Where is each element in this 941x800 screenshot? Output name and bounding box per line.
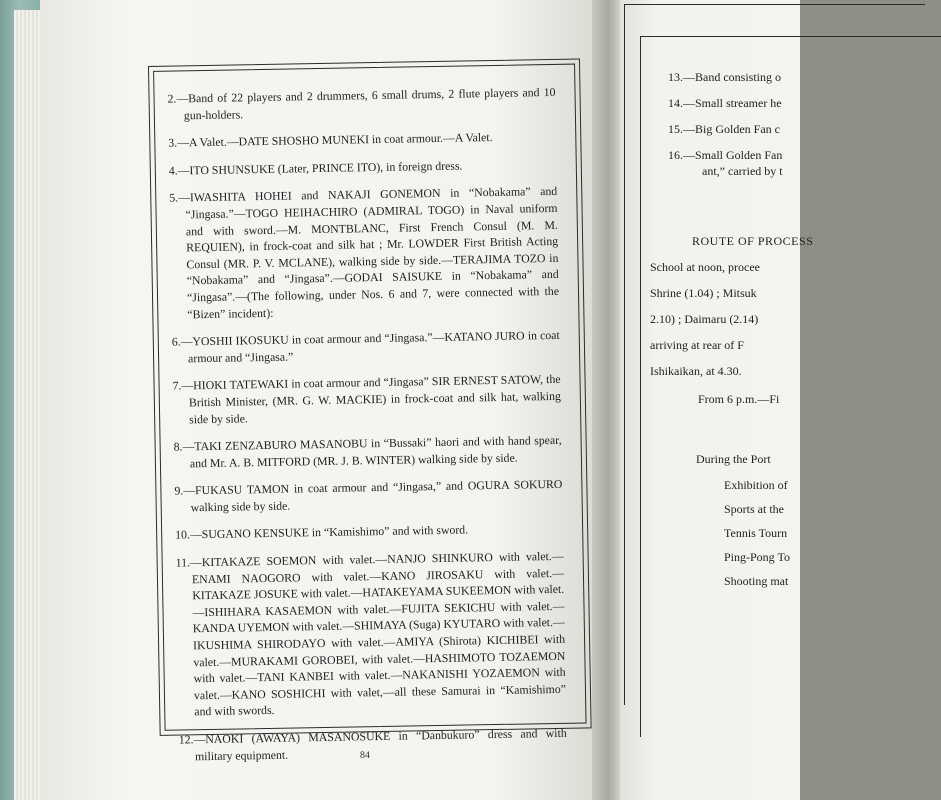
list-item: 4.—ITO SHUNSUKE (Later, PRINCE ITO), in foreign dress. (168, 158, 463, 178)
right-line: School at noon, procee (650, 260, 760, 274)
list-item: 3.—A Valet.—DATE SHOSHO MUNEKI in coat armour.—A Valet. (168, 130, 493, 150)
list-item: 12.—NAOKI (AWAYA) MASANOSUKE in “Danbukuro” dress and with military equipment. (178, 725, 567, 763)
route-heading: ROUTE OF PROCESS (692, 234, 814, 248)
list-item: 6.—YOSHII IKOSUKU in coat armour and “Jingasa.”—KATANO JURO in coat armour and “Jingasa.” (171, 327, 560, 366)
list-item: 7.—HIOKI TATEWAKI in coat armour and “Jingasa” SIR ERNEST SATOW, the British Minister, (MR. G. W. MACKIE) in frock-coat and silk hat, walking side by side. (172, 372, 561, 426)
list-item: 10.—SUGANO KENSUKE in “Kamishimo” and with sword. (175, 522, 469, 543)
right-line: 2.10) ; Daimaru (2.14) (650, 312, 759, 326)
list-item: 9.—FUKASU TAMON in coat armour and “Jingasa,” and OGURA SOKURO walking side by side. (174, 477, 563, 515)
right-line: From 6 p.m.—Fi (698, 392, 780, 406)
right-line: ant,” carried by t (702, 164, 783, 178)
right-line: Ping-Pong To (724, 550, 790, 564)
right-line: 13.—Band consisting o (668, 70, 781, 84)
right-line: 16.—Small Golden Fan (668, 148, 783, 162)
right-line: Shrine (1.04) ; Mitsuk (650, 286, 757, 300)
right-line: Tennis Tourn (724, 526, 788, 540)
right-line: Exhibition of (724, 478, 788, 492)
right-line: 14.—Small streamer he (668, 96, 782, 110)
list-item: 11.—KITAKAZE SOEMON with valet.—NANJO SHINKURO with valet.—ENAMI NAOGORO with valet.—KANO JIROSAKU with valet.—KITAKAZE JOSUKE with valet.—HATAKEYAMA SUKEEMON with valet.—ISHIHARA KASAEMON with valet.—FUJITA SEKICHU with valet.—KANDA UYEMON with valet.—SHIMAYA (Suga) KYUTARO with valet.—IKUSHIMA SHIRODAYO with valet.—AMIYA (Shirota) KICHIBEI with valet.—MURAKAMI GOROBEI, with valet.—HASHIMOTO TOZAEMON with valet.—TANI KANBEI with valet.—NAKANISHI YOZAEMON with valet.—KANO SOSHICHI with valet,—all these Samurai in “Kamishimo” and with swords. (175, 548, 567, 719)
list-item: 8.—TAKI ZENZABURO MASANOBU in “Bussaki” haori and with hand spear, and Mr. A. B. MITFORD (MR. J. B. WINTER) walking side by side. (173, 432, 562, 471)
right-line: Shooting mat (724, 574, 789, 588)
right-line: Ishikaikan, at 4.30. (650, 364, 742, 378)
right-page (620, 0, 814, 800)
list-item: 2.—Band of 22 players and 2 drummers, 6 small drums, 2 flute players and 10 gun-holders. (167, 84, 556, 122)
right-line: During the Port (696, 452, 771, 466)
right-line: Sports at the (724, 502, 784, 516)
list-item: 5.—IWASHITA HOHEI and NAKAJI GONEMON in “Nobakama” and “Jingasa.”—TOGO HEIHACHIRO (ADMIRAL TOGO) in Naval uniform and with sword.—M. MONTBLANC, First French Consul (M. M. REQUIEN), in frock-coat and silk hat ; Mr. LOWDER First British Acting Consul (MR. P. V. MCLANE), walking side by side.—TERAJIMA TOZO in “Nobakama” and “Jingasa”.—GODAI SAISUKE in “Nobakama” and “Jingasa”.—(The following, under Nos. 6 and 7, were connected with the “Bizen” incident): (169, 184, 560, 321)
page-number: 84 (359, 749, 371, 762)
right-line: 15.—Big Golden Fan c (668, 122, 780, 136)
right-line: arriving at rear of F (650, 338, 744, 352)
procession-list (167, 84, 567, 776)
